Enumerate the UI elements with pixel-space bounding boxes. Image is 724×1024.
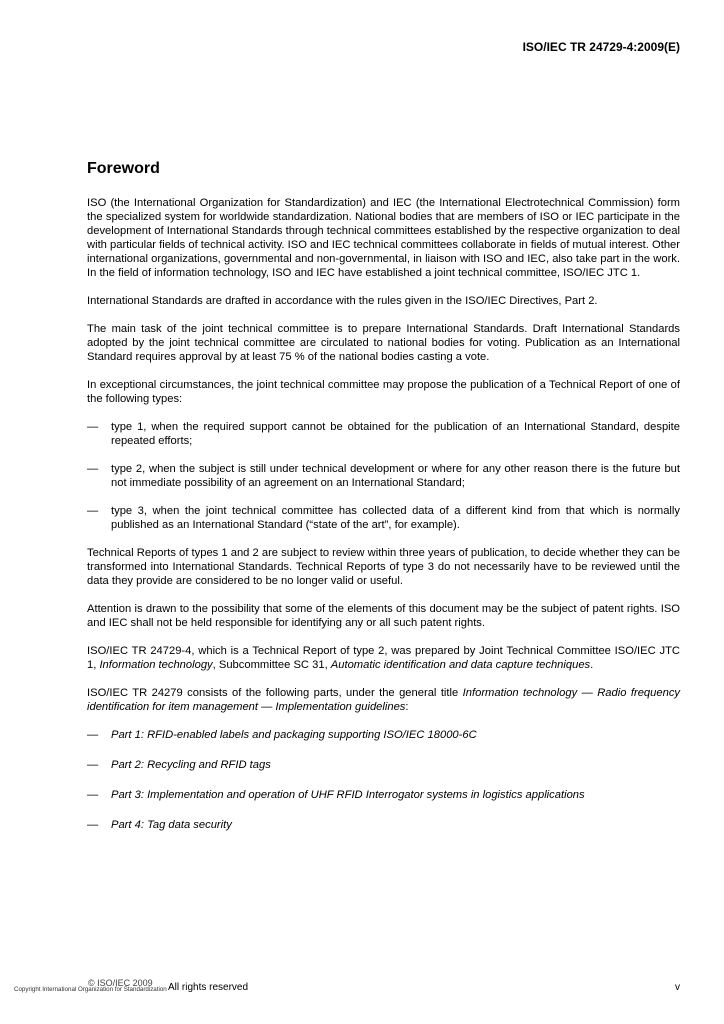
dash-bullet: — [87, 463, 99, 475]
paragraph-exceptional: In exceptional circumstances, the joint technical committee may propose the publication of a Technical Report of one of the following types: [87, 379, 680, 405]
paragraph-directives: International Standards are drafted in accordance with the rules given in the ISO/IEC Directives, Part 2. [87, 295, 598, 307]
dash-bullet: — [87, 421, 99, 433]
text-run: : [405, 701, 409, 713]
list-item [87, 818, 680, 832]
page-title: Foreword [87, 160, 160, 177]
dash-bullet: — [87, 729, 99, 741]
list-item [87, 420, 680, 448]
list-item [87, 788, 680, 802]
dash-bullet: — [87, 505, 99, 517]
list-item [87, 462, 680, 490]
text-run-italic: Information technology [99, 659, 213, 671]
text-run: ISO/IEC TR 24729-4, which is a Technical Report of type 2, was prepared by Joint Technical Committee ISO/IEC JTC 1, [87, 645, 680, 671]
list-item [87, 728, 680, 742]
list-item-text: type 2, when the subject is still under technical development or where for any other reason there is the future but not immediate possibility of an agreement on an International Standard; [111, 463, 680, 489]
text-run-italic: Automatic identification and data capture techniques [330, 659, 591, 671]
paragraph-organizations: ISO (the International Organization for Standardization) and IEC (the International Electrotechnical Commission) form the specialized system for worldwide standardization. National bodies that are members of ISO or IEC participate in the development of International Standards through technical committees established by the respective organization to deal with particular fields of technical activity. ISO and IEC technical committees collaborate in fields of mutual interest. Other international organizations, governmental and non-governmental, in liaison with ISO and IEC, also take part in the work. In the field of information technology, ISO and IEC have established a joint technical committee, ISO/IEC JTC 1. [87, 197, 680, 279]
paragraph-patent: Attention is drawn to the possibility that some of the elements of this document may be the subject of patent rights. ISO and IEC shall not be held responsible for identifying any or all such patent rights. [87, 603, 680, 629]
part-title: Part 4: Tag data security [111, 819, 232, 831]
list-item-text: type 3, when the joint technical committee has collected data of a different kind from that which is normally published as an International Standard (“state of the art”, for example). [111, 505, 680, 531]
paragraph-prepared-by [87, 644, 680, 672]
paragraph-parts-intro [87, 686, 680, 714]
part-title: Part 1: RFID-enabled labels and packaging supporting ISO/IEC 18000-6C [111, 729, 477, 741]
copyright-watermark: Copyright International Organization for Standardization [14, 986, 167, 993]
part-title: Part 3: Implementation and operation of UHF RFID Interrogator systems in logistics applications [111, 789, 585, 801]
dash-bullet: — [87, 819, 99, 831]
copyright-notice: © ISO/IEC 2009 [88, 978, 153, 988]
text-run: . [590, 659, 594, 671]
text-run: ISO/IEC TR 24279 consists of the following parts, under the general title [87, 687, 463, 699]
document-id-header: ISO/IEC TR 24729-4:2009(E) [522, 40, 680, 54]
page-number: v [675, 982, 680, 993]
rights-reserved: All rights reserved [168, 982, 249, 993]
part-title: Part 2: Recycling and RFID tags [111, 759, 271, 771]
report-types-list [87, 420, 680, 532]
paragraph-main-task: The main task of the joint technical committee is to prepare International Standards. Draft International Standards adopted by the joint technical committee are circulated to national bodies for voting. Publication as an International Standard requires approval by at least 75 % of the national bodies casting a vote. [87, 323, 680, 363]
list-item [87, 504, 680, 532]
list-item [87, 758, 680, 772]
dash-bullet: — [87, 759, 99, 771]
text-run: , Subcommittee SC 31, [212, 659, 331, 671]
list-item-text: type 1, when the required support cannot be obtained for the publication of an International Standard, despite repeated efforts; [111, 421, 680, 447]
parts-list [87, 728, 680, 832]
paragraph-review: Technical Reports of types 1 and 2 are subject to review within three years of publication, to decide whether they can be transformed into International Standards. Technical Reports of type 3 do not necessarily have to be reviewed until the data they provide are considered to be no longer valid or useful. [87, 547, 680, 587]
dash-bullet: — [87, 789, 99, 801]
foreword-body [87, 196, 680, 848]
text-run-italic: Information technology — Radio frequency identification for item management — Implementation guidelines [87, 687, 681, 713]
